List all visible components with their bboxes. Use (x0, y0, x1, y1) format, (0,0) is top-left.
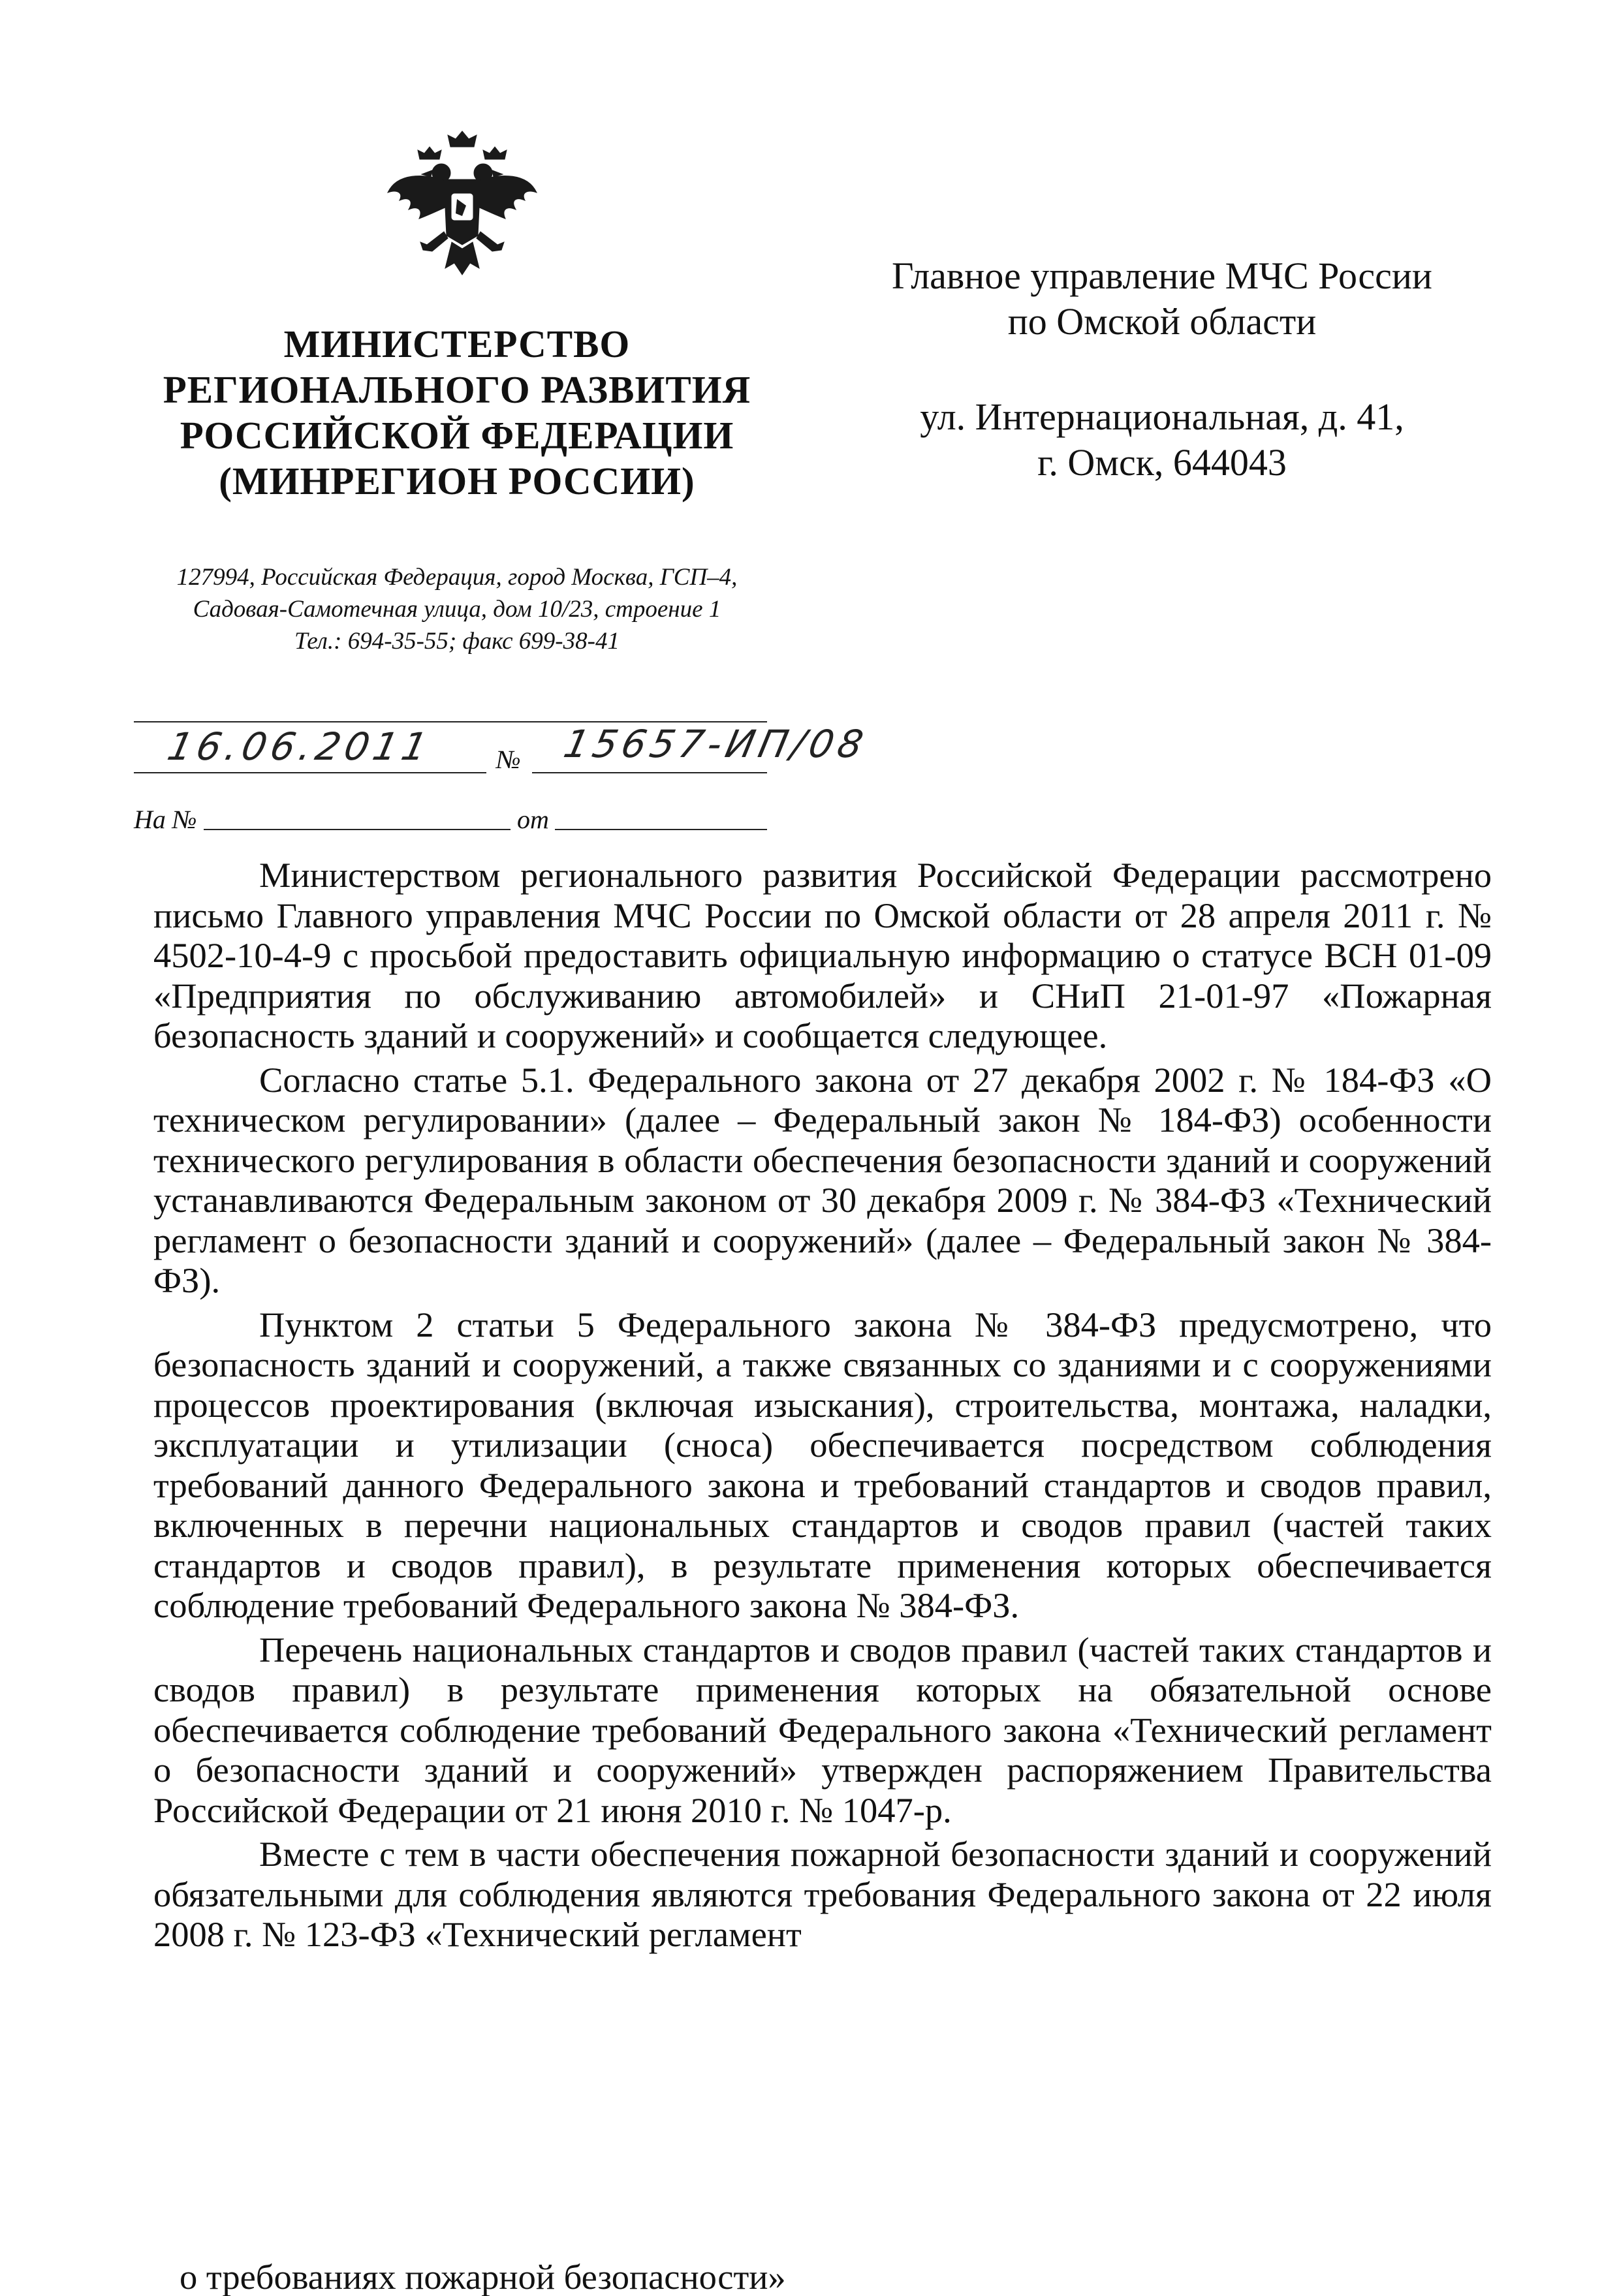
reply-to-rule (204, 829, 511, 830)
ministry-line: РОССИЙСКОЙ ФЕДЕРАЦИИ (180, 414, 734, 457)
body-cut-line: о требованиях пожарной безопасности» (180, 2257, 786, 2296)
body-paragraph: Вместе с тем в части обеспечения пожарной безопасности зданий и сооружений обязательными для соблюдения являются требования Федерального закона от 22 июля 2008 г. № 123-ФЗ «Технический регламент (153, 1834, 1492, 1954)
ministry-line: (МИНРЕГИОН РОССИИ) (219, 459, 695, 503)
sender-address (98, 561, 816, 657)
registration-date-rule (134, 772, 486, 773)
ministry-name (131, 321, 783, 504)
body-paragraph: Согласно статье 5.1. Федерального закона от 27 декабря 2002 г. № 184-ФЗ «О техническом регулировании» (далее – Федеральный закон № 184-ФЗ) особенности технического регулирования в области обеспечения безопасности зданий и сооружений устанавливаются Федеральным законом от 30 декабря 2009 г. № 384-ФЗ «Технический регламент о безопасности зданий и сооружений» (далее – Федеральный закон № 384-ФЗ). (153, 1059, 1492, 1300)
recipient-org-line: по Омской области (1007, 300, 1317, 343)
sender-address-line: 127994, Российская Федерация, город Москва, ГСП–4, (176, 564, 738, 591)
recipient-address-line: г. Омск, 644043 (1037, 441, 1287, 484)
body-paragraph: Перечень национальных стандартов и сводов правил (частей таких стандартов и сводов правил) в результате применения которых на обязательной основе обеспечивается соблюдение требований Федерального закона «Технический регламент о безопасности зданий и сооружений» утвержден распоряжением Правительства Российской Федерации от 21 июня 2010 г. № 1047-р. (153, 1629, 1492, 1830)
registration-number-sign: № (496, 745, 521, 774)
recipient-org-line: Главное управление МЧС России (892, 255, 1432, 297)
ministry-line: МИНИСТЕРСТВО (283, 322, 631, 365)
body-paragraph: Министерством регионального развития Российской Федерации рассмотрено письмо Главного управления МЧС России по Омской области от 28 апреля 2011 г. № 4502-10-4-9 с просьбой предоставить официальную информацию о статусе ВСН 01-09 «Предприятия по обслуживанию автомобилей» и СНиП 21-01-97 «Пожарная безопасность зданий и сооружений» и сообщается следующее. (153, 855, 1492, 1055)
reply-from-label: от (517, 805, 549, 834)
reply-from-rule (555, 829, 767, 830)
russian-coat-of-arms-icon (384, 127, 541, 284)
reply-to-label: На № (134, 805, 197, 834)
recipient-block (836, 253, 1488, 486)
ministry-line: РЕГИОНАЛЬНОГО РАЗВИТИЯ (163, 368, 751, 411)
sender-address-line: Тел.: 694-35-55; факс 699-38-41 (294, 628, 620, 655)
registration-number: 15657-ИП/08 (559, 722, 872, 766)
recipient-address-line: ул. Интернациональная, д. 41, (920, 396, 1404, 438)
registration-date: 16.06.2011 (163, 724, 436, 769)
sender-address-line: Садовая-Самотечная улица, дом 10/23, строение 1 (193, 596, 721, 623)
letter-body (153, 855, 1492, 1955)
registration-number-rule (532, 772, 767, 773)
body-paragraph: Пунктом 2 статьи 5 Федерального закона № 384-ФЗ предусмотрено, что безопасность зданий и сооружений, а также связанных со зданиями и с сооружениями процессов проектирования (включая изыскания), строительства, монтажа, наладки, эксплуатации и утилизации (сноса) обеспечивается посредством соблюдения требований данного Федерального закона и требований стандартов и сводов правил, включенных в перечни национальных стандартов и сводов правил (частей таких стандартов и сводов правил), в результате применения которых обеспечивается соблюдение требований Федерального закона № 384-ФЗ. (153, 1304, 1492, 1625)
